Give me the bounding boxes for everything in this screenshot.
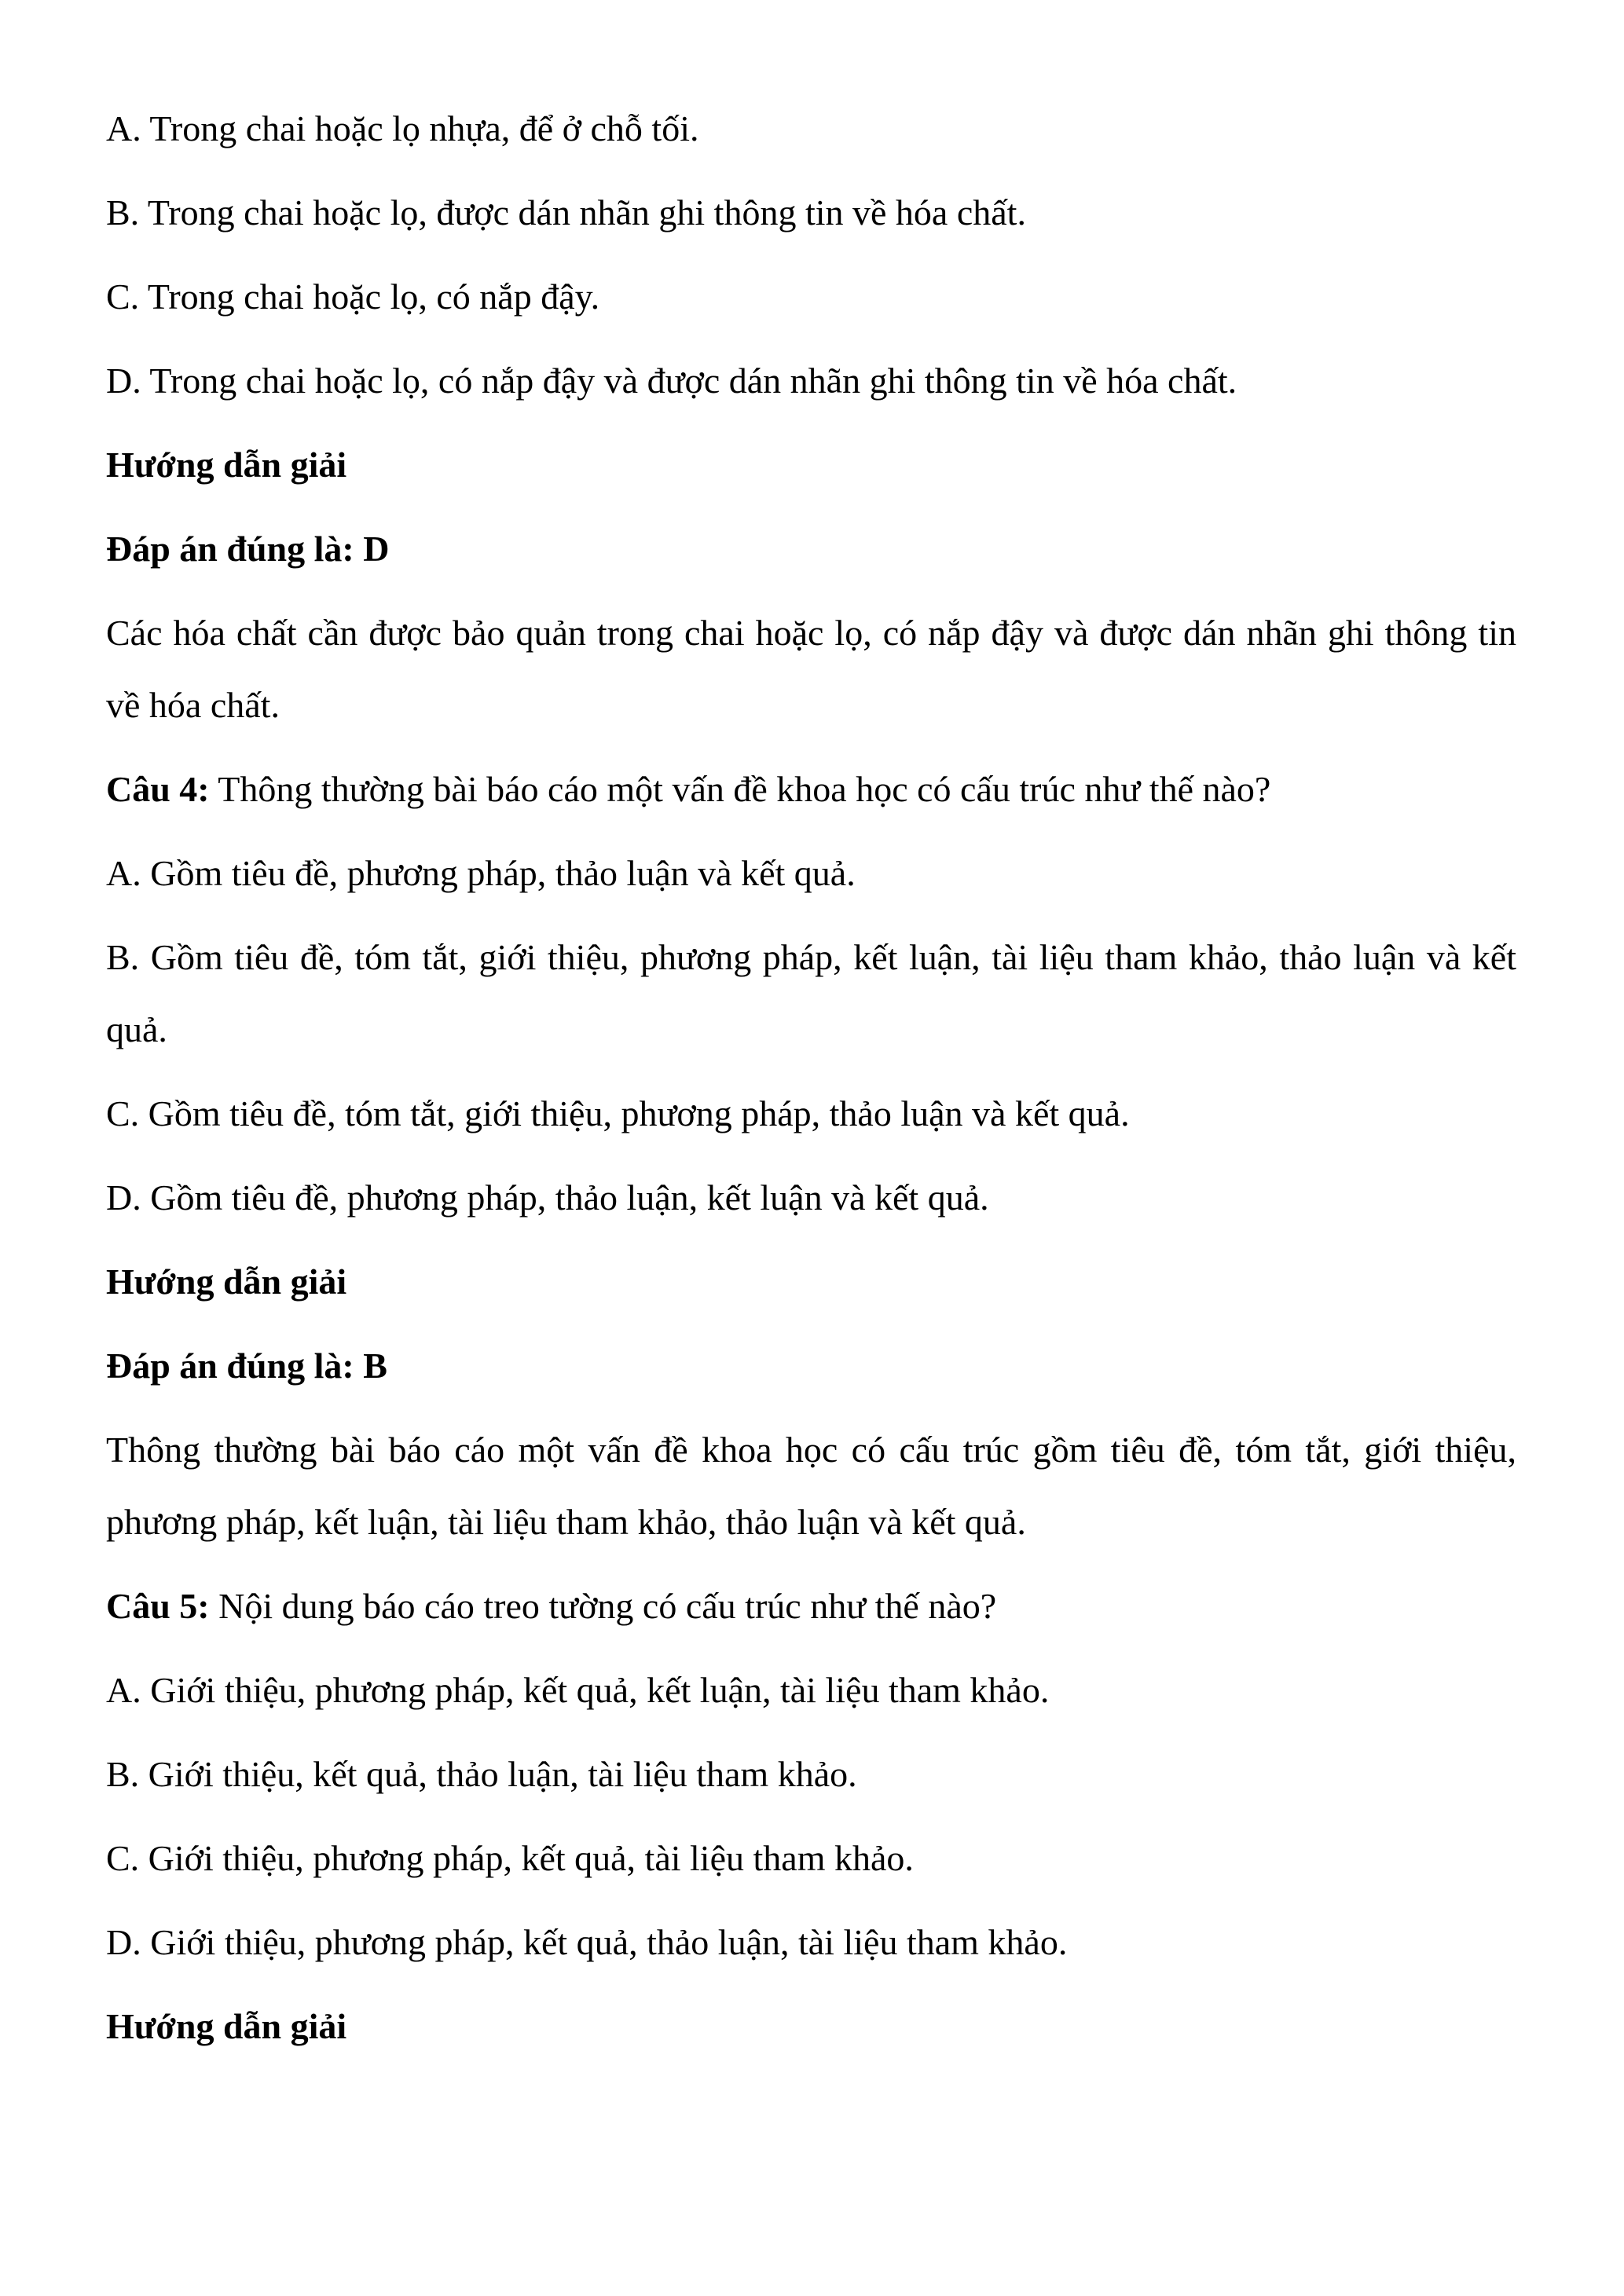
q3-option-c: C. Trong chai hoặc lọ, có nắp đậy. — [106, 276, 600, 317]
q3-option-d: D. Trong chai hoặc lọ, có nắp đậy và được dán nhãn ghi thông tin về hóa chất. — [106, 361, 1237, 401]
question-5-text: Nội dung báo cáo treo tường có cấu trúc như thế nào? — [209, 1586, 997, 1626]
question-4-label: Câu 4: — [106, 769, 210, 809]
q3-option-b: B. Trong chai hoặc lọ, được dán nhãn ghi thông tin về hóa chất. — [106, 192, 1026, 233]
question-5-label: Câu 5: — [106, 1586, 210, 1626]
q3-option-a: A. Trong chai hoặc lọ nhựa, để ở chỗ tối. — [106, 108, 699, 148]
question-5 — [106, 1570, 1516, 1642]
q5-option-a: A. Giới thiệu, phương pháp, kết quả, kết luận, tài liệu tham khảo. — [106, 1670, 1050, 1710]
q4-option-b: B. Gồm tiêu đề, tóm tắt, giới thiệu, phương pháp, kết luận, tài liệu tham khảo, thảo luận và kết quả. — [106, 937, 1516, 1049]
q5-solution-heading: Hướng dẫn giải — [106, 2006, 347, 2046]
q4-option-d: D. Gồm tiêu đề, phương pháp, thảo luận, kết luận và kết quả. — [106, 1177, 989, 1218]
q3-correct-answer: Đáp án đúng là: D — [106, 529, 390, 569]
q5-option-c: C. Giới thiệu, phương pháp, kết quả, tài liệu tham khảo. — [106, 1838, 914, 1878]
question-4 — [106, 753, 1516, 826]
q3-solution-heading: Hướng dẫn giải — [106, 445, 347, 485]
q3-explanation: Các hóa chất cần được bảo quản trong chai hoặc lọ, có nắp đậy và được dán nhãn ghi thông tin về hóa chất. — [106, 613, 1516, 725]
q4-option-c: C. Gồm tiêu đề, tóm tắt, giới thiệu, phương pháp, thảo luận và kết quả. — [106, 1093, 1130, 1133]
q4-explanation: Thông thường bài báo cáo một vấn đề khoa học có cấu trúc gồm tiêu đề, tóm tắt, giới thiệu, phương pháp, kết luận, tài liệu tham khảo, thảo luận và kết quả. — [106, 1430, 1516, 1542]
q4-solution-heading: Hướng dẫn giải — [106, 1262, 347, 1302]
question-4-text: Thông thường bài báo cáo một vấn đề khoa học có cấu trúc như thế nào? — [209, 769, 1271, 809]
q5-option-d: D. Giới thiệu, phương pháp, kết quả, thảo luận, tài liệu tham khảo. — [106, 1922, 1068, 1962]
q4-option-a: A. Gồm tiêu đề, phương pháp, thảo luận và kết quả. — [106, 853, 856, 893]
q4-correct-answer: Đáp án đúng là: B — [106, 1346, 387, 1386]
q5-option-b: B. Giới thiệu, kết quả, thảo luận, tài liệu tham khảo. — [106, 1754, 857, 1794]
